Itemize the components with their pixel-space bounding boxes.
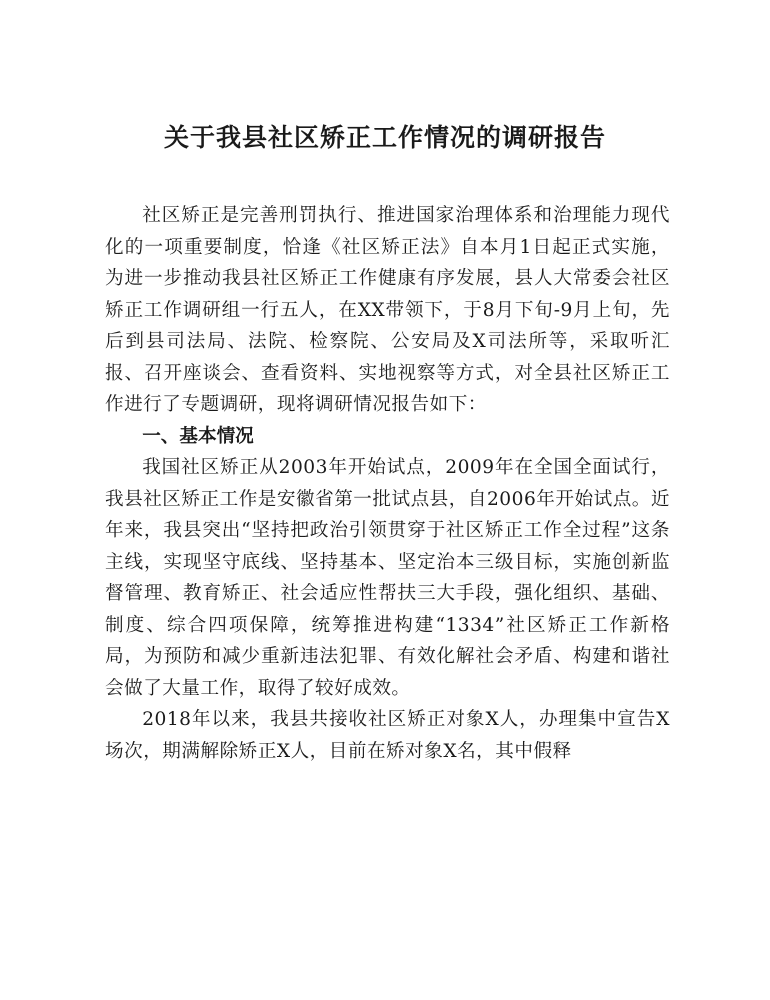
document-body [105,200,670,767]
intro-paragraph: 社区矫正是完善刑罚执行、推进国家治理体系和治理能力现代化的一项重要制度，恰逢《社区矫正法》自本月1日起正式实施，为进一步推动我县社区矫正工作健康有序发展，县人大常委会社区矫正工作调研组一行五人，在XX带领下，于8月下旬-9月上旬，先后到县司法局、法院、检察院、公安局及X司法所等，采取听汇报、召开座谈会、查看资料、实地视察等方式，对全县社区矫正工作进行了专题调研，现将调研情况报告如下： [105,205,670,415]
section-heading-basic-situation: 一、基本情况 [142,425,254,447]
basic-situation-paragraph: 我国社区矫正从2003年开始试点，2009年在全国全面试行，我县社区矫正工作是安徽省第一批试点县，自2006年开始试点。近年来，我县突出“坚持把政治引领贯穿于社区矫正工作全过程”这条主线，实现坚守底线、坚持基本、坚定治本三级目标，实施创新监督管理、教育矫正、社会适应性帮扶三大手段，强化组织、基础、制度、综合四项保障，统筹推进构建“1334”社区矫正工作新格局，为预防和减少重新违法犯罪、有效化解社会矛盾、构建和谐社会做了大量工作，取得了较好成效。 [105,457,670,699]
statistics-paragraph: 2018年以来，我县共接收社区矫正对象X人，办理集中宣告X场次，期满解除矫正X人，目前在矫对象X名，其中假释 [105,709,670,762]
document-title: 关于我县社区矫正工作情况的调研报告 [163,123,606,152]
